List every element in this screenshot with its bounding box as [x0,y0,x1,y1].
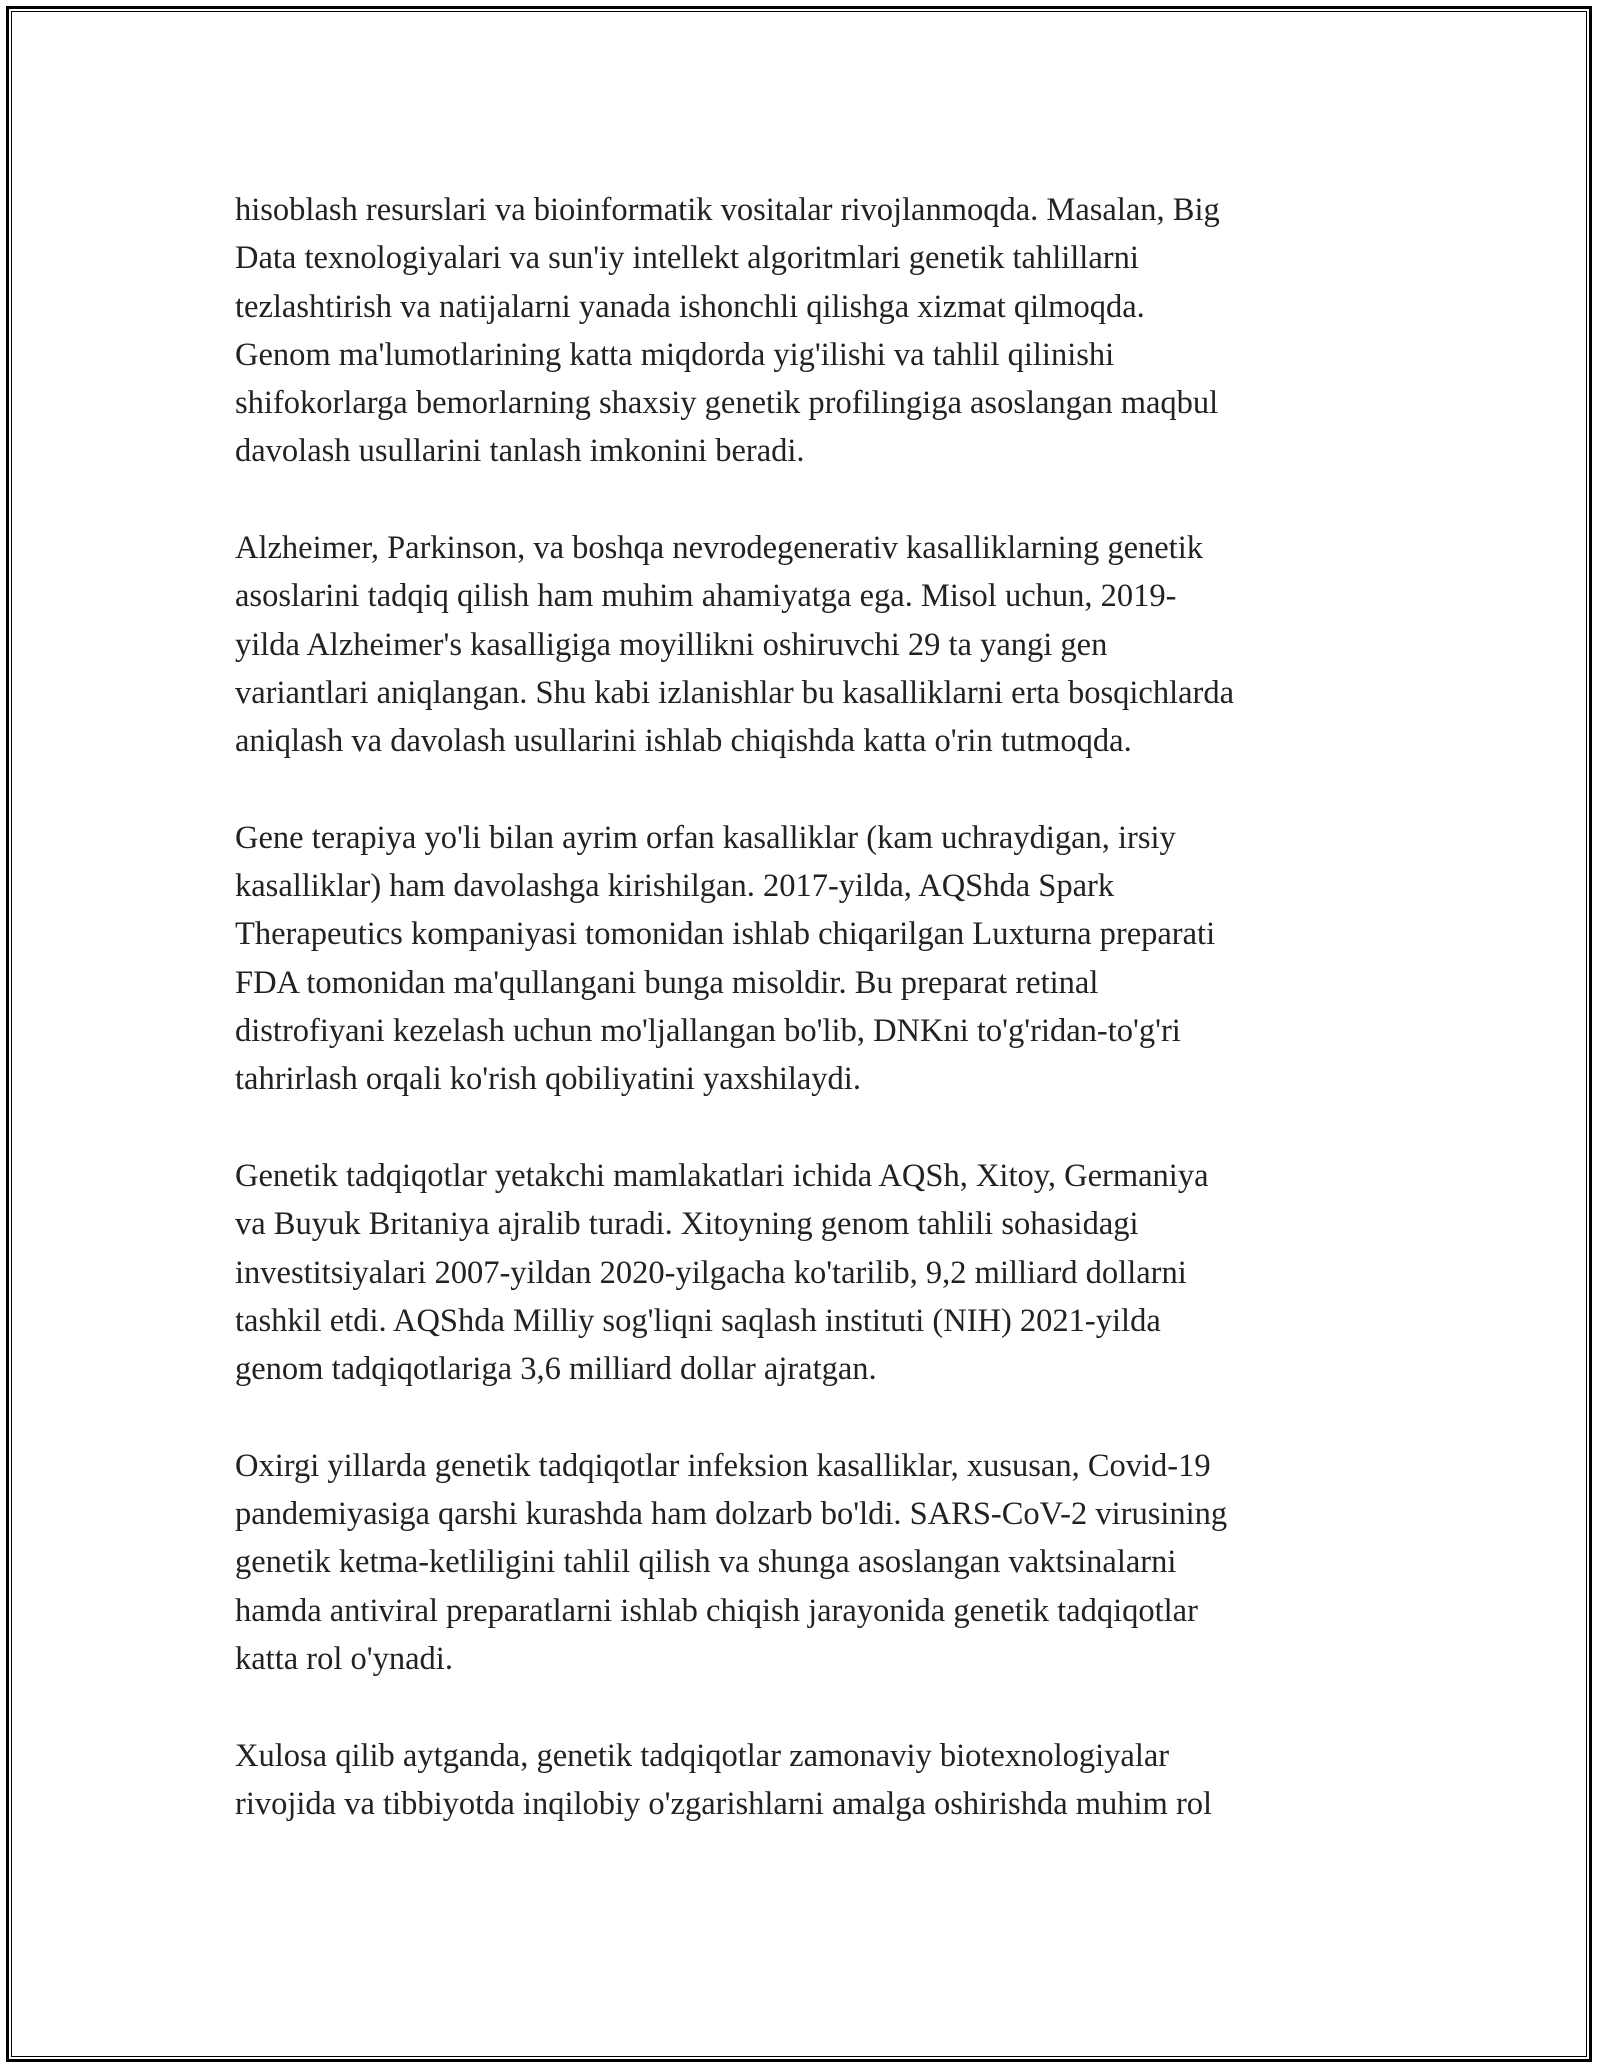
text-line: Alzheimer, Parkinson, va boshqa nevrodegenerativ kasalliklarning genetik [235,530,1203,567]
text-line: tashkil etdi. AQShda Milliy sog'liqni saqlash instituti (NIH) 2021-yilda [235,1302,1161,1339]
paragraph-conclusion [235,1732,1375,1829]
text-line: shifokorlarga bemorlarning shaxsiy genetik profilingiga asoslangan maqbul [235,385,1219,422]
text-line: hamda antiviral preparatlarni ishlab chiqish jarayonida genetik tadqiqotlar [235,1592,1198,1629]
text-line: genom tadqiqotlariga 3,6 milliard dollar ajratgan. [235,1351,877,1388]
text-line: pandemiyasiga qarshi kurashda ham dolzarb bo'ldi. SARS-CoV-2 virusining [235,1496,1228,1533]
text-line: Therapeutics kompaniyasi tomonidan ishlab chiqarilgan Luxturna preparati [235,916,1216,953]
text-line: hisoblash resurslari va bioinformatik vositalar rivojlanmoqda. Masalan, Big [235,192,1220,228]
text-line: genetik ketma-ketliligini tahlil qilish va shunga asoslangan vaktsinalarni [235,1544,1177,1581]
text-line: yilda Alzheimer's kasalligiga moyillikni oshiruvchi 29 ta yangi gen [235,626,1108,663]
text-line: Genetik tadqiqotlar yetakchi mamlakatlari ichida AQSh, Xitoy, Germaniya [235,1157,1209,1194]
text-line: FDA tomonidan ma'qullangani bunga misoldir. Bu preparat retinal [235,964,1099,1001]
document-body [235,186,1375,1828]
text-line: Oxirgi yillarda genetik tadqiqotlar infeksion kasalliklar, xususan, Covid-19 [235,1447,1211,1484]
text-line: tezlashtirish va natijalarni yanada ishonchli qilishga xizmat qilmoqda. [235,288,1145,325]
text-line: Gene terapiya yo'li bilan ayrim orfan kasalliklar (kam uchraydigan, irsiy [235,819,1176,856]
text-line: va Buyuk Britaniya ajralib turadi. Xitoyning genom tahlili sohasidagi [235,1206,1139,1243]
paragraph-leading-countries [235,1152,1375,1393]
text-line: asoslarini tadqiq qilish ham muhim ahamiyatga ega. Misol uchun, 2019- [235,578,1177,615]
text-line: rivojida va tibbiyotda inqilobiy o'zgarishlarni amalga oshirishda muhim rol [235,1785,1213,1822]
text-line: kasalliklar) ham davolashga kirishilgan. 2017-yilda, AQShda Spark [235,868,1115,905]
text-line: variantlari aniqlangan. Shu kabi izlanishlar bu kasalliklarni erta bosqichlarda [235,674,1235,711]
text-line: tahrirlash orqali ko'rish qobiliyatini yaxshilaydi. [235,1061,861,1098]
paragraph-gene-therapy [235,814,1375,1104]
text-line: investitsiyalari 2007-yildan 2020-yilgacha ko'tarilib, 9,2 milliard dollarni [235,1254,1187,1291]
text-line: Data texnologiyalari va sun'iy intellekt algoritmlari genetik tahlillarni [235,240,1139,277]
text-line: davolash usullarini tanlash imkonini beradi. [235,433,805,470]
text-line: katta rol o'ynadi. [235,1640,453,1677]
text-line: Genom ma'lumotlarining katta miqdorda yig'ilishi va tahlil qilinishi [235,336,1115,373]
text-line: distrofiyani kezelash uchun mo'ljallangan bo'lib, DNKni to'g'ridan-to'g'ri [235,1013,1181,1050]
paragraph-neurodegenerative [235,524,1375,765]
paragraph-covid [235,1442,1375,1683]
text-line: aniqlash va davolash usullarini ishlab chiqishda katta o'rin tutmoqda. [235,723,1132,760]
paragraph-bioinformatics [235,186,1375,476]
text-line: Xulosa qilib aytganda, genetik tadqiqotlar zamonaviy biotexnologiyalar [235,1737,1170,1774]
